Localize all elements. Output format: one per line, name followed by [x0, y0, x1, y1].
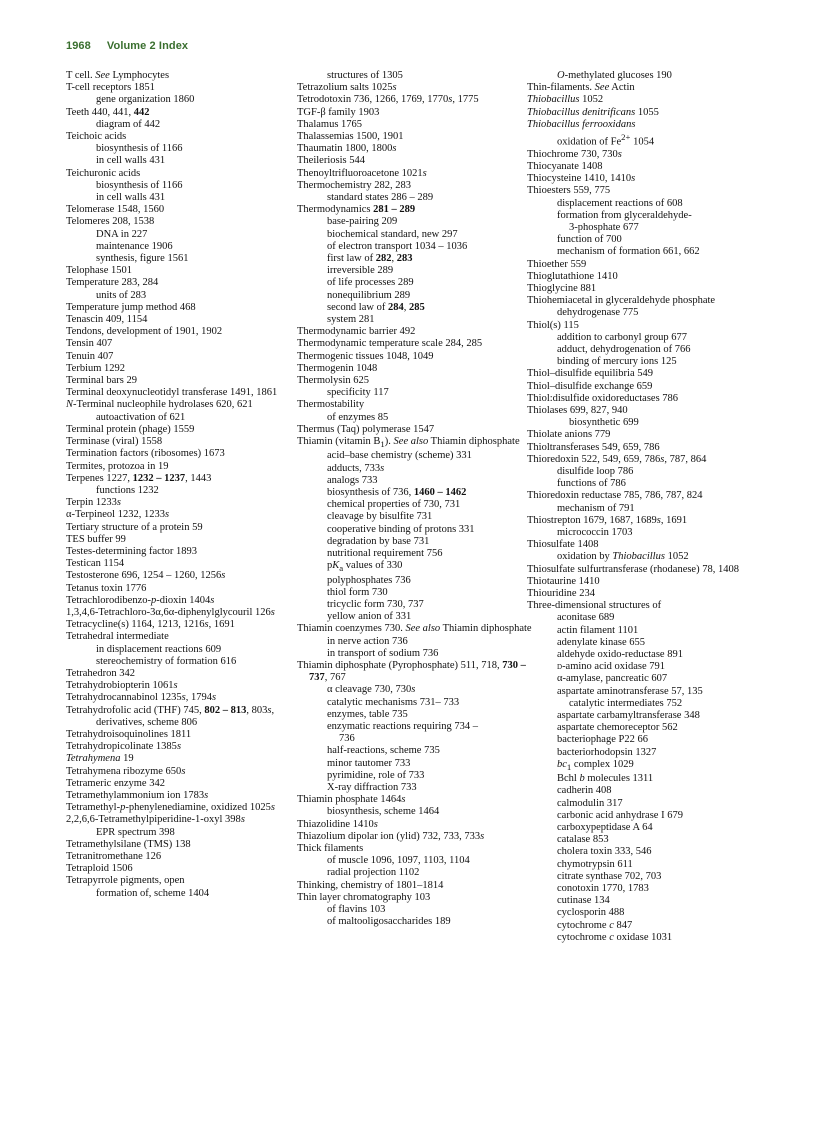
- index-subentry: structures of 1305: [327, 70, 403, 81]
- index-entry: Thiobacillus ferrooxidans: [527, 118, 636, 130]
- index-entry: Thaumatin 1800, 1800s: [297, 143, 397, 155]
- index-entry: Thioesters 559, 775: [527, 185, 611, 197]
- index-subentry: of muscle 1096, 1097, 1103, 1104: [327, 855, 470, 867]
- index-subentry: nonequilibrium 289: [327, 289, 411, 301]
- index-subentry: units of 283: [96, 289, 147, 301]
- index-subentry: catalytic intermediates 752: [569, 697, 683, 709]
- index-entry: Thiol(s) 115: [527, 319, 579, 331]
- index-subentry: pyrimidine, role of 733: [327, 769, 425, 781]
- index-subentry: aspartate chemoreceptor 562: [557, 722, 678, 734]
- index-subentry: $pK_a$ values of 330: [327, 560, 403, 574]
- index-subentry: cadherin 408: [557, 785, 612, 797]
- index-entry: Thioglycine 881: [527, 282, 597, 294]
- index-entry: Tertiary structure of a protein 59: [66, 521, 203, 533]
- index-subentry: acid–base chemistry (scheme) 331: [327, 450, 472, 462]
- index-entry: Thermus (Taq) polymerase 1547: [297, 423, 435, 435]
- index-subentry: half-reactions, scheme 735: [327, 745, 440, 757]
- index-entry: Thiol–disulfide equilibria 549: [527, 368, 653, 380]
- index-entry: Terminase (viral) 1558: [66, 436, 163, 448]
- index-subentry: in cell walls 431: [96, 155, 166, 167]
- index-entry: Telomerase 1548, 1560: [66, 204, 165, 216]
- index-entry: Thiohemiacetal in glyceraldehyde phosphate: [527, 295, 716, 307]
- index-entry: 1,3,4,6-Tetrachloro-3α,6α-diphenylglycouril 126s: [66, 606, 275, 618]
- index-subentry: biosynthesis of 1166: [96, 143, 183, 155]
- index-subentry: functions 1232: [96, 484, 159, 496]
- index-column-2: [297, 70, 535, 928]
- index-entry: Thiochrome 730, 730s: [527, 148, 622, 160]
- index-subentry: bacteriorhodopsin 1327: [557, 746, 657, 758]
- index-entry: Thiamin phosphate 1464s: [297, 794, 406, 806]
- index-entry: Terminal bars 29: [66, 375, 137, 387]
- index-entry: Thalassemias 1500, 1901: [297, 131, 404, 143]
- index-entry: Tetrapyrrole pigments, open: [66, 875, 185, 887]
- index-subentry: 736: [339, 733, 355, 745]
- index-entry: N-Terminal nucleophile hydrolases 620, 621: [66, 399, 253, 411]
- index-entry: Thenoyltrifluoroacetone 1021s: [297, 167, 427, 179]
- index-entry: Tenascin 409, 1154: [66, 314, 148, 326]
- index-entry: Thiosulfate 1408: [527, 539, 599, 551]
- index-entry: Thiazolium dipolar ion (ylid) 732, 733, 733s: [297, 830, 485, 842]
- index-subentry: gene organization 1860: [96, 94, 195, 106]
- index-entry: Thiazolidine 1410s: [297, 818, 378, 830]
- index-subentry: tricyclic form 730, 737: [327, 598, 424, 610]
- index-entry: Tetrahymena ribozyme 650s: [66, 765, 186, 777]
- index-entry: Tetrodotoxin 736, 1266, 1769, 1770s, 1775: [297, 94, 479, 106]
- index-entry: Tetracycline(s) 1164, 1213, 1216s, 1691: [66, 619, 235, 631]
- index-entry: TGF-β family 1903: [297, 106, 380, 118]
- index-subentry: aldehyde oxido-reductase 891: [557, 649, 683, 661]
- index-subentry: chemical properties of 730, 731: [327, 499, 461, 511]
- index-entry: Tetrachlorodibenzo-p-dioxin 1404s: [66, 594, 215, 606]
- index-entry: Testican 1154: [66, 558, 125, 570]
- index-subentry: maintenance 1906: [96, 240, 173, 252]
- index-subentry: yellow anion of 331: [327, 611, 412, 623]
- index-subentry: actin filament 1101: [557, 624, 639, 636]
- index-entry: Thiostrepton 1679, 1687, 1689s, 1691: [527, 514, 688, 526]
- index-entry: Tetrameric enzyme 342: [66, 777, 165, 789]
- index-subentry: O-methylated glucoses 190: [557, 70, 672, 81]
- index-subentry: carboxypeptidase A 64: [557, 821, 653, 833]
- index-subentry: mechanism of formation 661, 662: [557, 246, 700, 258]
- index-entry: Thick filaments: [297, 842, 364, 854]
- index-entry: Tetraploid 1506: [66, 863, 133, 875]
- index-subentry: cutinase 134: [557, 895, 610, 907]
- index-entry: Tetrahedral intermediate: [66, 631, 169, 643]
- index-entry: Thermogenin 1048: [297, 362, 378, 374]
- index-entry: Thiouridine 234: [527, 588, 595, 600]
- index-entry: Thiolate anions 779: [527, 429, 611, 441]
- index-subentry: disulfide loop 786: [557, 466, 634, 477]
- index-entry: Tetramethyl-p-phenylenediamine, oxidized 1025s: [66, 802, 275, 814]
- index-entry: Teichoic acids: [66, 131, 127, 143]
- index-subentry: micrococcin 1703: [557, 527, 633, 539]
- index-subentry: adduct, dehydrogenation of 766: [557, 343, 691, 355]
- index-subentry: in displacement reactions 609: [96, 643, 222, 655]
- index-subentry: of enzymes 85: [327, 411, 389, 423]
- index-subentry: formation of, scheme 1404: [96, 887, 210, 899]
- index-subentry: α cleavage 730, 730s: [327, 684, 416, 696]
- index-entry: Terminal protein (phage) 1559: [66, 423, 195, 435]
- index-entry: Tendons, development of 1901, 1902: [66, 326, 223, 338]
- index-subentry: conotoxin 1770, 1783: [557, 883, 649, 894]
- index-subentry: nutritional requirement 756: [327, 548, 443, 560]
- index-entry: Tetramethylammonium ion 1783s: [66, 789, 209, 801]
- index-entry: Thalamus 1765: [297, 118, 363, 130]
- index-entry: Termites, protozoa in 19: [66, 460, 169, 472]
- index-entry: Tetrahydropicolinate 1385s: [66, 741, 182, 753]
- index-subentry: aspartate aminotransferase 57, 135: [557, 685, 703, 697]
- index-entry: Thin layer chromatography 103: [297, 891, 431, 903]
- index-entry: Terbium 1292: [66, 362, 126, 374]
- volume-title: Volume 2 Index: [106, 40, 189, 52]
- index-subentry: aconitase 689: [557, 612, 615, 624]
- index-subentry: catalase 853: [557, 834, 609, 846]
- index-entry: Testes-determining factor 1893: [66, 545, 198, 557]
- index-subentry: of life processes 289: [327, 277, 414, 289]
- index-column-3: [527, 70, 765, 944]
- index-entry: Telophase 1501: [66, 265, 133, 277]
- index-subentry: derivatives, scheme 806: [96, 716, 198, 728]
- index-entry: Terpin 1233s: [66, 497, 121, 509]
- index-subentry: stereochemistry of formation 616: [96, 655, 237, 667]
- index-subentry: function of 700: [557, 234, 622, 246]
- index-subentry: in transport of sodium 736: [327, 647, 439, 659]
- index-subentry: 3-phosphate 677: [569, 221, 639, 233]
- index-subentry: dehydrogenase 775: [557, 307, 639, 319]
- index-subentry: enzymatic reactions requiring 734 –: [327, 720, 479, 732]
- index-entry: Thermochemistry 282, 283: [297, 179, 412, 191]
- index-entry: Thiamin (vitamin $B_1$). See also Thiamin diphosphate: [297, 436, 520, 450]
- index-subentry: formation from glyceraldehyde-: [557, 209, 692, 221]
- index-entry: Thermogenic tissues 1048, 1049: [297, 350, 434, 362]
- index-entry: Tetrahydrobiopterin 1061s: [66, 680, 178, 692]
- index-subentry: system 281: [327, 314, 375, 326]
- index-entry: Thermodynamics 281 – 289: [297, 204, 416, 216]
- index-column-1: [66, 70, 304, 900]
- index-subentry: cytochrome c oxidase 1031: [557, 931, 673, 943]
- index-entry: T cell. See Lymphocytes: [66, 70, 170, 81]
- index-subentry: X-ray diffraction 733: [327, 781, 417, 793]
- index-subentry: radial projection 1102: [327, 867, 420, 879]
- index-subentry: synthesis, figure 1561: [96, 253, 189, 265]
- index-subentry: specificity 117: [327, 387, 389, 399]
- index-subentry: degradation by base 731: [327, 535, 430, 547]
- index-subentry: displacement reactions of 608: [557, 197, 683, 209]
- running-head: [66, 40, 188, 52]
- index-entry: Teichuronic acids: [66, 167, 141, 179]
- index-entry: Thiocysteine 1410, 1410s: [527, 173, 636, 185]
- index-subentry: thiol form 730: [327, 586, 388, 598]
- index-entry: Thiamin diphosphate (Pyrophosphate) 511, 718, 730 – 737, 767: [297, 659, 526, 684]
- index-subentry: adducts, 733s: [327, 462, 385, 474]
- index-subentry: cooperative binding of protons 331: [327, 523, 475, 535]
- index-subentry: oxidation by Thiobacillus 1052: [557, 551, 689, 563]
- index-entry: Thioether 559: [527, 258, 587, 270]
- index-subentry: carbonic acid anhydrase I 679: [557, 809, 683, 821]
- index-subentry: cholera toxin 333, 546: [557, 846, 652, 858]
- index-subentry: chymotrypsin 611: [557, 858, 633, 870]
- index-entry: Tetanus toxin 1776: [66, 582, 147, 594]
- index-subentry: second law of 284, 285: [327, 301, 425, 313]
- index-entry: Tetrahydroisoquinolines 1811: [66, 728, 192, 740]
- index-subentry: in cell walls 431: [96, 192, 166, 204]
- index-subentry: in nerve action 736: [327, 635, 408, 647]
- index-subentry: analogs 733: [327, 474, 378, 486]
- index-entry: Thiol–disulfide exchange 659: [527, 380, 653, 392]
- index-subentry: irreversible 289: [327, 265, 394, 277]
- index-subentry: α-amylase, pancreatic 607: [557, 673, 668, 685]
- index-subentry: of maltooligosaccharides 189: [327, 916, 451, 928]
- index-subentry: biosynthesis, scheme 1464: [327, 806, 440, 818]
- index-subentry: standard states 286 – 289: [327, 192, 434, 204]
- index-entry: Terpenes 1227, 1232 – 1237, 1443: [66, 472, 212, 484]
- index-subentry: adenylate kinase 655: [557, 636, 646, 648]
- index-entry: Testosterone 696, 1254 – 1260, 1256s: [66, 570, 226, 582]
- index-entry: Tensin 407: [66, 338, 113, 350]
- index-subentry: DNA in 227: [96, 228, 148, 240]
- index-subentry: mechanism of 791: [557, 502, 635, 514]
- index-entry: Tetramethylsilane (TMS) 138: [66, 838, 191, 850]
- index-entry: Termination factors (ribosomes) 1673: [66, 448, 225, 460]
- page-number: 1968: [66, 40, 91, 52]
- index-entry: Thiol:disulfide oxidoreductases 786: [527, 392, 679, 404]
- index-subentry: aspartate carbamyltransferase 348: [557, 710, 700, 722]
- index-entry: Tetranitromethane 126: [66, 851, 162, 862]
- index-subentry: cyclosporin 488: [557, 907, 625, 919]
- index-entry: Theileriosis 544: [297, 155, 365, 167]
- index-subentry: d-amino acid oxidase 791: [557, 661, 665, 673]
- index-entry: TES buffer 99: [66, 533, 126, 545]
- index-entry: Tetrahymena 19: [66, 753, 134, 765]
- index-entry: Temperature jump method 468: [66, 301, 196, 313]
- index-entry: Thiotaurine 1410: [527, 575, 600, 587]
- index-entry: Three-dimensional structures of: [527, 600, 662, 612]
- index-subentry: bacteriophage P22 66: [557, 734, 648, 746]
- index-entry: Temperature 283, 284: [66, 277, 159, 289]
- index-entry: Thiolases 699, 827, 940: [527, 404, 628, 416]
- index-subentry: biosynthesis of 1166: [96, 179, 183, 191]
- index-subentry: enzymes, table 735: [327, 708, 408, 720]
- index-subentry: biosynthesis of 736, 1460 – 1462: [327, 487, 467, 498]
- index-subentry: functions of 786: [557, 478, 626, 490]
- index-entry: Tetrahedron 342: [66, 667, 135, 679]
- index-entry: Telomeres 208, 1538: [66, 216, 155, 228]
- index-entry: Thinking, chemistry of 1801–1814: [297, 879, 444, 891]
- index-subentry: biochemical standard, new 297: [327, 228, 458, 240]
- index-entry: T-cell receptors 1851: [66, 82, 155, 94]
- index-subentry: $bc_1$ complex 1029: [557, 758, 634, 772]
- index-entry: 2,2,6,6-Tetramethylpiperidine-1-oxyl 398s: [66, 814, 245, 826]
- index-subentry: of flavins 103: [327, 904, 386, 915]
- index-subentry: addition to carbonyl group 677: [557, 331, 688, 343]
- index-subentry: calmodulin 317: [557, 797, 623, 809]
- index-entry: Thioglutathione 1410: [527, 270, 618, 282]
- index-entry: Thermodynamic temperature scale 284, 285: [297, 338, 483, 350]
- index-entry: Thiobacillus denitrificans 1055: [527, 106, 659, 118]
- index-entry: Thioltransferases 549, 659, 786: [527, 441, 660, 453]
- index-entry: Thiamin coenzymes 730. See also Thiamin diphosphate: [297, 623, 532, 635]
- index-entry: Thioredoxin reductase 785, 786, 787, 824: [527, 490, 703, 502]
- index-entry: Terminal deoxynucleotidyl transferase 1491, 1861: [66, 387, 278, 399]
- index-entry: Tetrahydrocannabinol 1235s, 1794s: [66, 692, 217, 704]
- index-entry: Tetrazolium salts 1025s: [297, 82, 397, 94]
- index-subentry: base-pairing 209: [327, 216, 398, 228]
- index-entry: Tenuin 407: [66, 350, 114, 362]
- index-subentry: minor tautomer 733: [327, 757, 411, 769]
- index-entry: Thermolysin 625: [297, 375, 370, 387]
- index-subentry: biosynthetic 699: [569, 417, 639, 429]
- index-subentry: autoactivation of 621: [96, 411, 186, 423]
- index-subentry: Bchl b molecules 1311: [557, 773, 654, 785]
- index-entry: Thin-filaments. See Actin: [527, 82, 635, 94]
- index-entry: Teeth 440, 441, 442: [66, 106, 150, 118]
- index-entry: Thermostability: [297, 399, 365, 411]
- index-entry: Thiocyanate 1408: [527, 160, 603, 172]
- index-subentry: binding of mercury ions 125: [557, 356, 677, 368]
- index-entry: Thermodynamic barrier 492: [297, 326, 416, 338]
- index-subentry: citrate synthase 702, 703: [557, 870, 662, 882]
- index-subentry: polyphosphates 736: [327, 574, 411, 586]
- index-entry: α-Terpineol 1232, 1233s: [66, 509, 170, 521]
- index-subentry: first law of 282, 283: [327, 253, 413, 265]
- index-subentry: EPR spectrum 398: [96, 826, 175, 838]
- index-subentry: cleavage by bisulfite 731: [327, 511, 433, 523]
- index-entry: Thiobacillus 1052: [527, 94, 604, 106]
- index-entry: Thioredoxin 522, 549, 659, 786s, 787, 864: [527, 453, 707, 465]
- index-subentry: cytochrome c 847: [557, 919, 633, 931]
- index-subentry: catalytic mechanisms 731– 733: [327, 696, 460, 708]
- index-subentry: of electron transport 1034 – 1036: [327, 240, 468, 252]
- index-subentry: oxidation of $Fe^{2+}$ 1054: [557, 132, 655, 148]
- index-entry: Tetrahydrofolic acid (THF) 745, 802 – 813, 803s,: [66, 704, 275, 716]
- index-subentry: diagram of 442: [96, 118, 161, 130]
- index-entry: Thiosulfate sulfurtransferase (rhodanese) 78, 1408: [527, 563, 739, 575]
